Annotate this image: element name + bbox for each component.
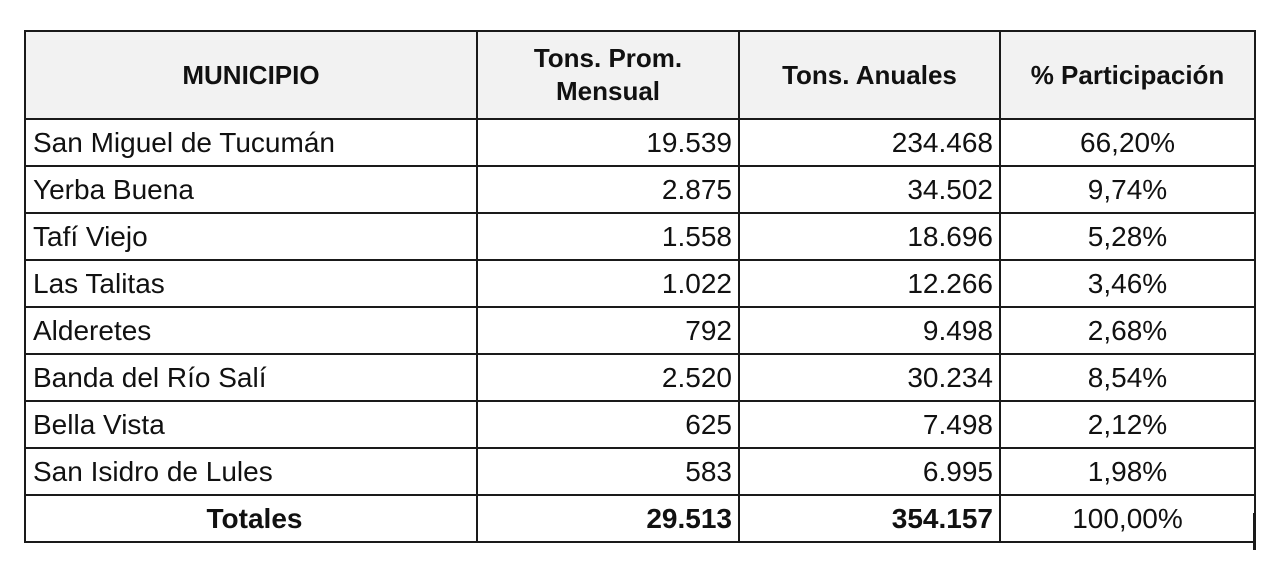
header-participacion-label: % Participación [1030, 59, 1225, 90]
cell-tons-mensual: 1.022 [477, 260, 739, 307]
table-row [25, 307, 1255, 354]
table-row [25, 354, 1255, 401]
cell-tons-mensual: 583 [477, 448, 739, 495]
cell-participacion: 8,54% [1000, 354, 1255, 401]
cell-tons-anual: 9.498 [739, 307, 1000, 354]
cell-participacion: 2,68% [1000, 307, 1255, 354]
cell-participacion: 3,46% [1000, 260, 1255, 307]
totals-row [25, 495, 1255, 542]
cell-participacion: 5,28% [1000, 213, 1255, 260]
table-row [25, 401, 1255, 448]
cell-participacion: 1,98% [1000, 448, 1255, 495]
cell-municipio: San Miguel de Tucumán [25, 119, 477, 166]
header-municipio [25, 31, 477, 119]
table-row [25, 119, 1255, 166]
header-tons-anuales [739, 31, 1000, 119]
table-row [25, 448, 1255, 495]
cell-tons-anual: 7.498 [739, 401, 1000, 448]
cell-tons-mensual: 625 [477, 401, 739, 448]
cell-border-mark [1253, 513, 1256, 550]
cell-tons-anual: 30.234 [739, 354, 1000, 401]
header-tons-anuales-label: Tons. Anuales [782, 59, 957, 90]
table-row [25, 213, 1255, 260]
cell-participacion: 2,12% [1000, 401, 1255, 448]
cell-municipio: Banda del Río Salí [25, 354, 477, 401]
cell-tons-mensual: 1.558 [477, 213, 739, 260]
cell-municipio: San Isidro de Lules [25, 448, 477, 495]
cell-participacion: 9,74% [1000, 166, 1255, 213]
cell-tons-anual: 12.266 [739, 260, 1000, 307]
header-tons-prom-line2: Mensual [555, 76, 661, 106]
cell-tons-mensual: 792 [477, 307, 739, 354]
totals-participacion: 100,00% [1000, 495, 1255, 542]
cell-municipio: Tafí Viejo [25, 213, 477, 260]
data-table-container [24, 30, 1256, 543]
cell-municipio: Alderetes [25, 307, 477, 354]
cell-municipio: Bella Vista [25, 401, 477, 448]
totals-tons-anual: 354.157 [739, 495, 1000, 542]
cell-municipio: Las Talitas [25, 260, 477, 307]
table-row [25, 260, 1255, 307]
cell-tons-anual: 18.696 [739, 213, 1000, 260]
cell-tons-anual: 34.502 [739, 166, 1000, 213]
cell-tons-mensual: 2.520 [477, 354, 739, 401]
cell-tons-anual: 234.468 [739, 119, 1000, 166]
cell-tons-anual: 6.995 [739, 448, 1000, 495]
cell-tons-mensual: 19.539 [477, 119, 739, 166]
cell-tons-mensual: 2.875 [477, 166, 739, 213]
table-row [25, 166, 1255, 213]
header-tons-prom-mensual [477, 31, 739, 119]
cell-participacion: 66,20% [1000, 119, 1255, 166]
header-tons-prom-line1: Tons. Prom. [533, 43, 683, 73]
municipio-tonnage-table [24, 30, 1256, 543]
header-municipio-label: MUNICIPIO [182, 59, 320, 90]
header-participacion [1000, 31, 1255, 119]
header-row [25, 31, 1255, 119]
totals-tons-mensual: 29.513 [477, 495, 739, 542]
cell-municipio: Yerba Buena [25, 166, 477, 213]
totals-label: Totales [25, 495, 477, 542]
